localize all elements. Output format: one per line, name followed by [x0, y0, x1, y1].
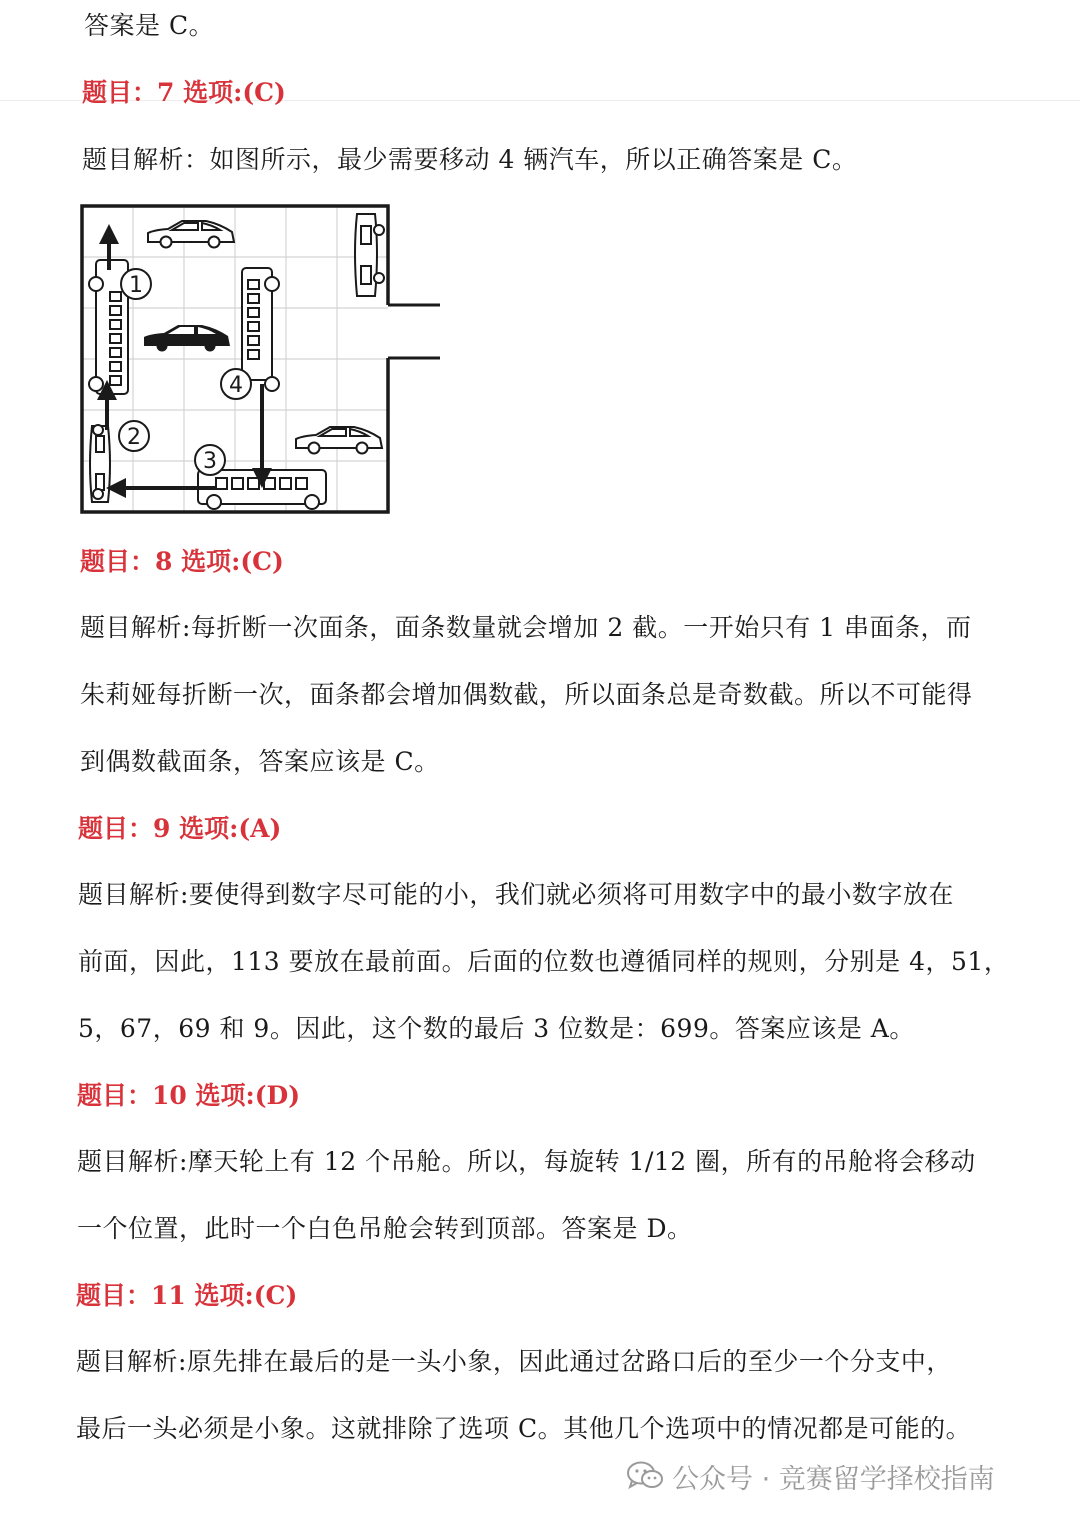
step-label-3: [195, 445, 225, 475]
car-bottom-left-vertical: [90, 425, 110, 502]
parking-puzzle-figure: [76, 198, 446, 518]
svg-text:4: 4: [229, 373, 243, 398]
q8-explanation-line-2: 朱莉娅每折断一次，面条都会增加偶数截，所以面条总是奇数截。所以不可能得: [80, 680, 973, 709]
q11-heading: 题目：11 选项:(C): [76, 1281, 298, 1310]
svg-text:3: 3: [203, 449, 217, 474]
q8-explanation-line-1: 题目解析:每折断一次面条，面条数量就会增加 2 截。一开始只有 1 串面条，而: [80, 613, 972, 642]
q9-explanation-line-2: 前面，因此，113 要放在最前面。后面的位数也遵循同样的规则，分别是 4，51，: [78, 947, 1010, 976]
car-right-vertical: [355, 214, 384, 296]
q9-explanation-line-1: 题目解析:要使得到数字尽可能的小，我们就必须将可用数字中的最小数字放在: [78, 880, 954, 909]
q10-explanation-line-2: 一个位置，此时一个白色吊舱会转到顶部。答案是 D。: [77, 1214, 693, 1243]
q10-heading: 题目：10 选项:(D): [77, 1081, 301, 1110]
previous-answer-tail: 答案是 C。: [84, 11, 215, 40]
q9-heading: 题目：9 选项:(A): [78, 814, 282, 843]
q10-explanation-line-1: 题目解析:摩天轮上有 12 个吊舱。所以，每旋转 1/12 圈，所有的吊舱将会移动: [77, 1147, 976, 1176]
q11-explanation-line-1: 题目解析:原先排在最后的是一头小象，因此通过岔路口后的至少一个分支中，: [76, 1347, 952, 1376]
svg-text:2: 2: [127, 425, 141, 450]
car-bottom-right-outline: [296, 427, 382, 454]
svg-text:1: 1: [129, 273, 143, 298]
car-black: [144, 325, 230, 352]
q7-explanation-line-1: 题目解析：如图所示，最少需要移动 4 辆汽车，所以正确答案是 C。: [82, 145, 858, 174]
car-top-outline: [148, 221, 234, 248]
bus-4: [242, 268, 279, 391]
q8-heading: 题目：8 选项:(C): [80, 547, 284, 576]
q8-explanation-line-3: 到偶数截面条，答案应该是 C。: [80, 747, 440, 776]
q9-explanation-line-3: 5，67，69 和 9。因此，这个数的最后 3 位数是：699。答案应该是 A。: [78, 1014, 915, 1043]
q11-explanation-line-2: 最后一头必须是小象。这就排除了选项 C。其他几个选项中的情况都是可能的。: [76, 1414, 972, 1443]
watermark-text: 公众号 · 竞赛留学择校指南: [672, 1463, 995, 1495]
step-label-2: [119, 421, 149, 451]
wechat-icon: [626, 1460, 664, 1492]
step-label-1: [121, 269, 151, 299]
step-label-4: [221, 369, 251, 399]
wechat-watermark: [626, 1456, 995, 1496]
q7-heading: 题目：7 选项:(C): [82, 78, 286, 107]
